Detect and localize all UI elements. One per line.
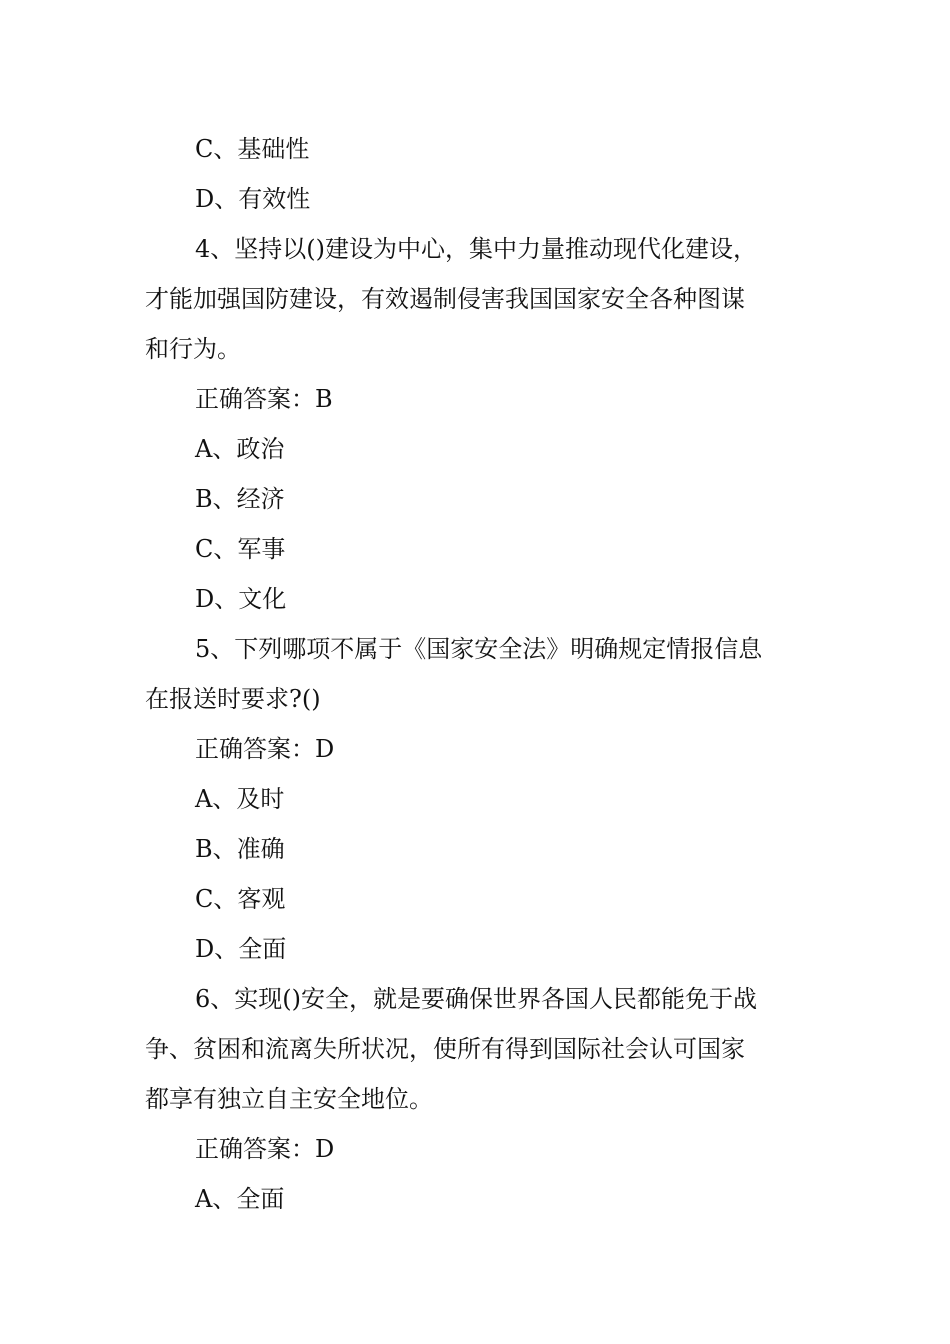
option-d: D、文化 (195, 585, 287, 613)
option-b: B、准确 (195, 835, 285, 863)
question-4-line-1: 4、坚持以()建设为中心，集中力量推动现代化建设， (195, 235, 757, 263)
question-4-line-2: 才能加强国防建设，有效遏制侵害我国国家安全各种图谋 (145, 285, 745, 313)
question-5-line-2: 在报送时要求?() (145, 685, 321, 713)
question-5-line-1: 5、下列哪项不属于《国家安全法》明确规定情报信息 (195, 635, 763, 663)
option-b: B、经济 (195, 485, 285, 513)
option-d: D、全面 (195, 935, 287, 963)
option-d: D、有效性 (195, 185, 311, 213)
question-5-answer: 正确答案：D (195, 735, 335, 763)
question-6-line-1: 6、实现()安全，就是要确保世界各国人民都能免于战 (195, 985, 757, 1013)
question-6-answer: 正确答案：D (195, 1135, 335, 1163)
question-4-line-3: 和行为。 (145, 335, 241, 363)
option-c: C、基础性 (195, 135, 310, 163)
question-6-line-2: 争、贫困和流离失所状况，使所有得到国际社会认可国家 (145, 1035, 745, 1063)
option-a: A、政治 (195, 435, 285, 463)
option-a: A、全面 (195, 1185, 285, 1213)
option-c: C、客观 (195, 885, 286, 913)
question-6-line-3: 都享有独立自主安全地位。 (145, 1085, 433, 1113)
option-c: C、军事 (195, 535, 286, 563)
option-a: A、及时 (195, 785, 285, 813)
document-page (145, 124, 810, 1224)
question-4-answer: 正确答案：B (195, 385, 333, 413)
